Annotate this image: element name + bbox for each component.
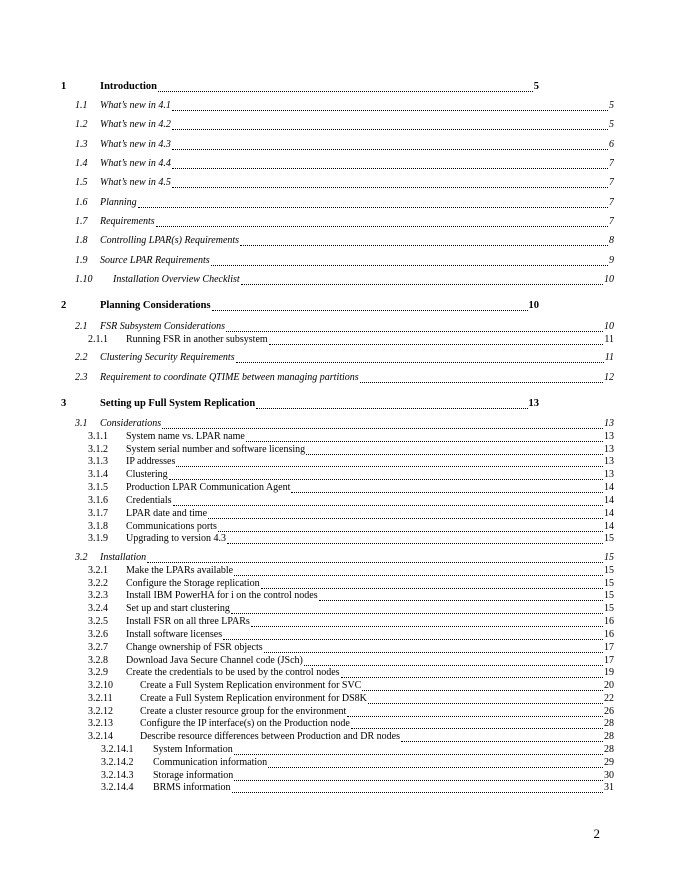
toc-leader-dots [172, 159, 608, 169]
toc-entry-title: IP addresses [126, 456, 176, 467]
toc-entry[interactable] [88, 730, 614, 744]
toc-entry-page: 11 [604, 352, 614, 363]
toc-entry-number: 3 [61, 398, 67, 409]
toc-entry-number: 1.3 [75, 139, 88, 150]
toc-entry-number: 1.8 [75, 235, 88, 246]
toc-leader-dots [173, 496, 603, 506]
toc-entry[interactable] [88, 641, 614, 655]
toc-entry-title: Source LPAR Requirements [100, 255, 210, 266]
toc-entry-number: 3.1.1 [88, 431, 108, 442]
toc-leader-dots [304, 656, 603, 666]
toc-entry-title: Create a Full System Replication environment for SVC [140, 680, 362, 691]
toc-entry-number: 2.1 [75, 321, 88, 332]
toc-entry-number: 1.9 [75, 255, 88, 266]
toc-entry-title: What’s new in 4.2 [100, 119, 171, 130]
toc-entry[interactable] [75, 417, 614, 431]
toc-leader-dots [218, 522, 603, 532]
toc-entry-page: 26 [604, 706, 614, 717]
toc-leader-dots [169, 470, 603, 480]
toc-entry-title: Introduction [100, 81, 157, 92]
toc-entry-number: 3.2.14.1 [101, 744, 134, 755]
toc-entry-title: Change ownership of FSR objects [126, 642, 263, 653]
toc-entry-title: Clustering [126, 469, 168, 480]
toc-entry-number: 1.4 [75, 158, 88, 169]
toc-leader-dots [147, 553, 603, 563]
toc-leader-dots [362, 681, 603, 691]
toc-entry-page: 20 [604, 680, 614, 691]
toc-entry-title: Controlling LPAR(s) Requirements [100, 235, 240, 246]
toc-entry[interactable] [88, 468, 614, 482]
toc-leader-dots [241, 275, 603, 285]
toc-entry-page: 15 [604, 565, 614, 576]
toc-entry-number: 1.6 [75, 197, 88, 208]
toc-entry-title: BRMS information [153, 782, 231, 793]
toc-leader-dots [212, 301, 528, 311]
toc-leader-dots [251, 617, 603, 627]
toc-entry-number: 3.1.2 [88, 444, 108, 455]
toc-entry-page: 28 [604, 744, 614, 755]
toc-entry-page: 7 [609, 177, 614, 188]
toc-entry-number: 3.2.6 [88, 629, 108, 640]
toc-entry-title: What’s new in 4.5 [100, 177, 171, 188]
toc-entry-number: 2.1.1 [88, 334, 108, 345]
toc-entry[interactable] [75, 176, 614, 190]
toc-entry[interactable] [75, 99, 614, 113]
toc-entry[interactable] [101, 756, 614, 770]
toc-entry-page: 29 [604, 757, 614, 768]
toc-entry-number: 3.2.14.2 [101, 757, 134, 768]
toc-entry-title: What’s new in 4.3 [100, 139, 171, 150]
toc-entry-page: 14 [604, 495, 614, 506]
toc-leader-dots [246, 432, 603, 442]
toc-entry[interactable] [88, 333, 614, 347]
toc-entry-number: 3.2.7 [88, 642, 108, 653]
toc-entry-title: Download Java Secure Channel code (JSch) [126, 655, 303, 666]
toc-entry-title: Setting up Full System Replication [100, 398, 256, 409]
toc-entry[interactable] [75, 254, 614, 268]
toc-entry-page: 16 [604, 629, 614, 640]
toc-entry-title: Running FSR in another subsystem [126, 334, 268, 345]
toc-entry-number: 3.2.4 [88, 603, 108, 614]
toc-entry-number: 2.3 [75, 372, 88, 383]
toc-entry[interactable] [88, 507, 614, 521]
toc-leader-dots [223, 630, 603, 640]
toc-entry-page: 13 [604, 469, 614, 480]
toc-entry-number: 3.1.6 [88, 495, 108, 506]
toc-entry-title: Storage information [153, 770, 234, 781]
toc-entry-title: Configure the IP interface(s) on the Production node [140, 718, 350, 729]
toc-entry-title: Clustering Security Requirements [100, 352, 235, 363]
toc-leader-dots [156, 217, 608, 227]
toc-leader-dots [232, 783, 603, 793]
toc-entry-page: 10 [528, 300, 539, 311]
toc-entry-page: 5 [609, 100, 614, 111]
toc-entry-title: Requirement to coordinate QTIME between managing partitions [100, 372, 359, 383]
toc-entry-number: 3.2.1 [88, 565, 108, 576]
toc-entry-title: Planning [100, 197, 137, 208]
toc-entry-title: Installation Overview Checklist [113, 274, 240, 285]
toc-entry-number: 3.2.11 [88, 693, 113, 704]
toc-leader-dots [138, 198, 608, 208]
toc-entry-page: 15 [604, 552, 614, 563]
toc-leader-dots [347, 707, 603, 717]
toc-entry[interactable] [61, 299, 539, 313]
toc-entry-number: 3.1.4 [88, 469, 108, 480]
toc-entry-number: 1.5 [75, 177, 88, 188]
toc-entry-page: 7 [609, 216, 614, 227]
toc-entry[interactable] [88, 532, 614, 546]
toc-entry-number: 3.2.9 [88, 667, 108, 678]
toc-entry-number: 3.2.14 [88, 731, 113, 742]
toc-entry-title: Create a cluster resource group for the environment [140, 706, 347, 717]
toc-entry[interactable] [75, 273, 614, 287]
toc-entry-page: 13 [604, 418, 614, 429]
toc-leader-dots [351, 719, 603, 729]
toc-entry[interactable] [75, 138, 614, 152]
toc-entry-title: Install FSR on all three LPARs [126, 616, 250, 627]
toc-entry[interactable] [88, 494, 614, 508]
toc-entry-title: What’s new in 4.1 [100, 100, 171, 111]
toc-leader-dots [234, 745, 603, 755]
toc-entry-title: What’s new in 4.4 [100, 158, 171, 169]
toc-entry-page: 12 [604, 372, 614, 383]
toc-leader-dots [360, 373, 603, 383]
toc-entry-page: 14 [604, 508, 614, 519]
toc-entry-number: 2 [61, 300, 67, 311]
toc-entry[interactable] [75, 196, 614, 210]
toc-entry-title: System serial number and software licensing [126, 444, 306, 455]
toc-entry[interactable] [88, 615, 614, 629]
toc-leader-dots [256, 399, 527, 409]
toc-leader-dots [231, 604, 603, 614]
toc-leader-dots [172, 178, 608, 188]
toc-entry-number: 1.7 [75, 216, 88, 227]
toc-entry-page: 15 [604, 590, 614, 601]
toc-leader-dots [268, 758, 603, 768]
toc-entry[interactable] [88, 692, 614, 706]
toc-leader-dots [306, 445, 603, 455]
toc-leader-dots [234, 566, 603, 576]
toc-leader-dots [176, 457, 603, 467]
toc-entry-number: 3.2.10 [88, 680, 113, 691]
toc-entry-title: Planning Considerations [100, 300, 211, 311]
toc-leader-dots [172, 101, 608, 111]
toc-entry-page: 6 [609, 139, 614, 150]
toc-leader-dots [319, 591, 603, 601]
toc-entry-title: Credentials [126, 495, 172, 506]
toc-entry-page: 7 [609, 197, 614, 208]
toc-entry-number: 3.2 [75, 552, 88, 563]
toc-entry-title: Requirements [100, 216, 155, 227]
toc-entry[interactable] [88, 430, 614, 444]
toc-entry-page: 28 [604, 718, 614, 729]
toc-leader-dots [162, 419, 603, 429]
toc-entry-number: 3.1.3 [88, 456, 108, 467]
toc-entry-number: 3.2.12 [88, 706, 113, 717]
toc-entry-page: 30 [604, 770, 614, 781]
toc-entry-number: 3.2.13 [88, 718, 113, 729]
toc-entry-title: Upgrading to version 4.3 [126, 533, 226, 544]
toc-leader-dots [261, 579, 603, 589]
page-number: 2 [593, 826, 600, 841]
toc-entry-number: 3.2.2 [88, 578, 108, 589]
toc-entry-number: 3.1 [75, 418, 88, 429]
toc-entry[interactable] [75, 215, 614, 229]
toc-leader-dots [341, 668, 603, 678]
toc-entry-number: 3.2.14.4 [101, 782, 134, 793]
toc-entry[interactable] [75, 234, 614, 248]
toc-leader-dots [269, 335, 604, 345]
toc-entry-page: 13 [604, 456, 614, 467]
toc-leader-dots [236, 353, 604, 363]
toc-entry-page: 11 [604, 334, 614, 345]
toc-entry[interactable] [101, 781, 614, 795]
toc-entry-number: 1.2 [75, 119, 88, 130]
toc-leader-dots [208, 509, 603, 519]
toc-entry-number: 2.2 [75, 352, 88, 363]
toc-leader-dots [158, 82, 533, 92]
toc-entry[interactable] [88, 564, 614, 578]
toc-entry-number: 3.2.5 [88, 616, 108, 627]
toc-entry-page: 7 [609, 158, 614, 169]
toc-entry-page: 15 [604, 603, 614, 614]
toc-leader-dots [211, 256, 608, 266]
toc-entry-title: Install IBM PowerHA for i on the control nodes [126, 590, 318, 601]
toc-entry-page: 13 [604, 431, 614, 442]
toc-entry[interactable] [75, 157, 614, 171]
toc-leader-dots [234, 771, 603, 781]
toc-entry-title: Installation [100, 552, 147, 563]
toc-entry-number: 1 [61, 81, 67, 92]
toc-entry-title: Communications ports [126, 521, 217, 532]
toc-entry-page: 10 [604, 321, 614, 332]
toc-entry-page: 15 [604, 578, 614, 589]
toc-entry-title: System name vs. LPAR name [126, 431, 245, 442]
toc-entry-page: 8 [609, 235, 614, 246]
toc-entry-number: 1.1 [75, 100, 88, 111]
toc-entry-page: 22 [604, 693, 614, 704]
toc-entry-page: 5 [609, 119, 614, 130]
toc-entry-page: 9 [609, 255, 614, 266]
toc-entry[interactable] [88, 589, 614, 603]
toc-entry[interactable] [75, 551, 614, 565]
toc-entry-title: FSR Subsystem Considerations [100, 321, 225, 332]
toc-leader-dots [227, 534, 603, 544]
toc-entry-number: 3.2.14.3 [101, 770, 134, 781]
toc-entry[interactable] [61, 397, 539, 411]
toc-entry-page: 10 [604, 274, 614, 285]
toc-entry-page: 28 [604, 731, 614, 742]
toc-entry[interactable] [75, 351, 614, 365]
toc-entry-page: 13 [604, 444, 614, 455]
toc-entry-title: Set up and start clustering [126, 603, 230, 614]
toc-entry-title: System Information [153, 744, 233, 755]
toc-entry[interactable] [88, 717, 614, 731]
toc-leader-dots [264, 643, 603, 653]
toc-entry-title: Install software licenses [126, 629, 223, 640]
toc-leader-dots [368, 694, 603, 704]
toc-entry-title: Create a Full System Replication environment for DS8K [140, 693, 367, 704]
toc-entry-title: Describe resource differences between Production and DR nodes [140, 731, 400, 742]
toc-leader-dots [291, 483, 603, 493]
toc-leader-dots [172, 120, 608, 130]
toc-leader-dots [172, 140, 608, 150]
toc-entry-number: 3.1.7 [88, 508, 108, 519]
toc-entry[interactable] [88, 666, 614, 680]
toc-entry[interactable] [88, 679, 614, 693]
toc-entry-number: 3.1.9 [88, 533, 108, 544]
toc-entry[interactable] [88, 628, 614, 642]
toc-entry[interactable] [75, 118, 614, 132]
toc-entry[interactable] [61, 80, 539, 94]
toc-leader-dots [226, 322, 603, 332]
toc-entry-title: Considerations [100, 418, 162, 429]
toc-entry-number: 3.2.3 [88, 590, 108, 601]
toc-entry[interactable] [88, 481, 614, 495]
toc-entry-number: 3.2.8 [88, 655, 108, 666]
toc-entry-title: Production LPAR Communication Agent [126, 482, 291, 493]
toc-entry-page: 15 [604, 533, 614, 544]
toc-entry-number: 3.1.5 [88, 482, 108, 493]
toc-entry-title: LPAR date and time [126, 508, 208, 519]
toc-leader-dots [240, 236, 608, 246]
toc-entry-page: 5 [533, 81, 539, 92]
toc-entry-title: Make the LPARs available [126, 565, 234, 576]
toc-entry-page: 17 [604, 655, 614, 666]
toc-entry-number: 3.1.8 [88, 521, 108, 532]
toc-entry-page: 31 [604, 782, 614, 793]
toc-entry[interactable] [88, 602, 614, 616]
toc-entry-title: Create the credentials to be used by the control nodes [126, 667, 340, 678]
toc-entry[interactable] [88, 455, 614, 469]
toc-leader-dots [401, 732, 603, 742]
toc-entry[interactable] [75, 371, 614, 385]
toc-entry[interactable] [101, 743, 614, 757]
toc-entry-page: 16 [604, 616, 614, 627]
toc-entry-page: 19 [604, 667, 614, 678]
toc-entry-page: 17 [604, 642, 614, 653]
toc-entry-page: 14 [604, 482, 614, 493]
toc-entry-page: 14 [604, 521, 614, 532]
toc-entry-title: Communication information [153, 757, 268, 768]
toc-entry-number: 1.10 [75, 274, 93, 285]
toc-entry-page: 13 [528, 398, 539, 409]
toc-entry[interactable] [75, 320, 614, 334]
toc-entry-title: Configure the Storage replication [126, 578, 260, 589]
